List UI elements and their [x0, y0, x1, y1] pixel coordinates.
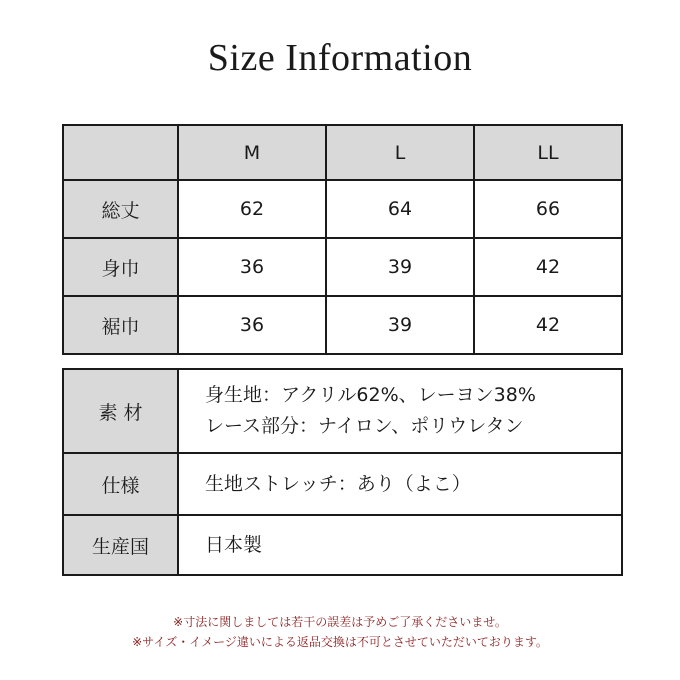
- table-cell: 36: [178, 238, 326, 296]
- table-cell: 42: [474, 296, 622, 354]
- table-cell: 42: [474, 238, 622, 296]
- table-row: [63, 238, 622, 296]
- table-row: [63, 515, 622, 575]
- column-header-ll: LL: [474, 125, 622, 180]
- table-cell: 39: [326, 238, 474, 296]
- origin-label: 生産国: [63, 515, 178, 575]
- origin-value: [178, 515, 622, 575]
- origin-line: 日本製: [205, 533, 263, 556]
- size-table-corner: [63, 125, 178, 180]
- column-header-m: M: [178, 125, 326, 180]
- spec-label: 仕様: [63, 453, 178, 515]
- table-cell: 39: [326, 296, 474, 354]
- column-header-l: L: [326, 125, 474, 180]
- note-measurement-error: ※寸法に関しましては若干の誤差は予めご了承くださいませ。: [173, 615, 507, 629]
- material-line-lace: レース部分：ナイロン、ポリウレタン: [205, 415, 524, 437]
- table-cell: 66: [474, 180, 622, 238]
- row-header-total-length: 総丈: [63, 180, 178, 238]
- table-row: [63, 296, 622, 354]
- table-cell: 62: [178, 180, 326, 238]
- note-no-returns: ※サイズ・イメージ違いによる返品交換は不可とさせていただいております。: [132, 635, 548, 649]
- row-header-hem-width: 裾巾: [63, 296, 178, 354]
- spec-value: [178, 453, 622, 515]
- table-cell: 64: [326, 180, 474, 238]
- size-table: [62, 124, 623, 355]
- spec-line-stretch: 生地ストレッチ：あり（よこ）: [205, 472, 471, 495]
- table-row: [63, 453, 622, 515]
- material-line-body: 身生地：アクリル62%、レーヨン38%: [205, 384, 536, 406]
- material-label: 素 材: [63, 369, 178, 453]
- row-header-body-width: 身巾: [63, 238, 178, 296]
- page-title: Size Information: [207, 37, 473, 79]
- size-table-header-row: [63, 125, 622, 180]
- table-cell: 36: [178, 296, 326, 354]
- product-info-table: [62, 368, 623, 576]
- disclaimer-notes: [0, 612, 680, 652]
- table-row: [63, 180, 622, 238]
- material-value: [178, 369, 622, 453]
- table-row: [63, 369, 622, 453]
